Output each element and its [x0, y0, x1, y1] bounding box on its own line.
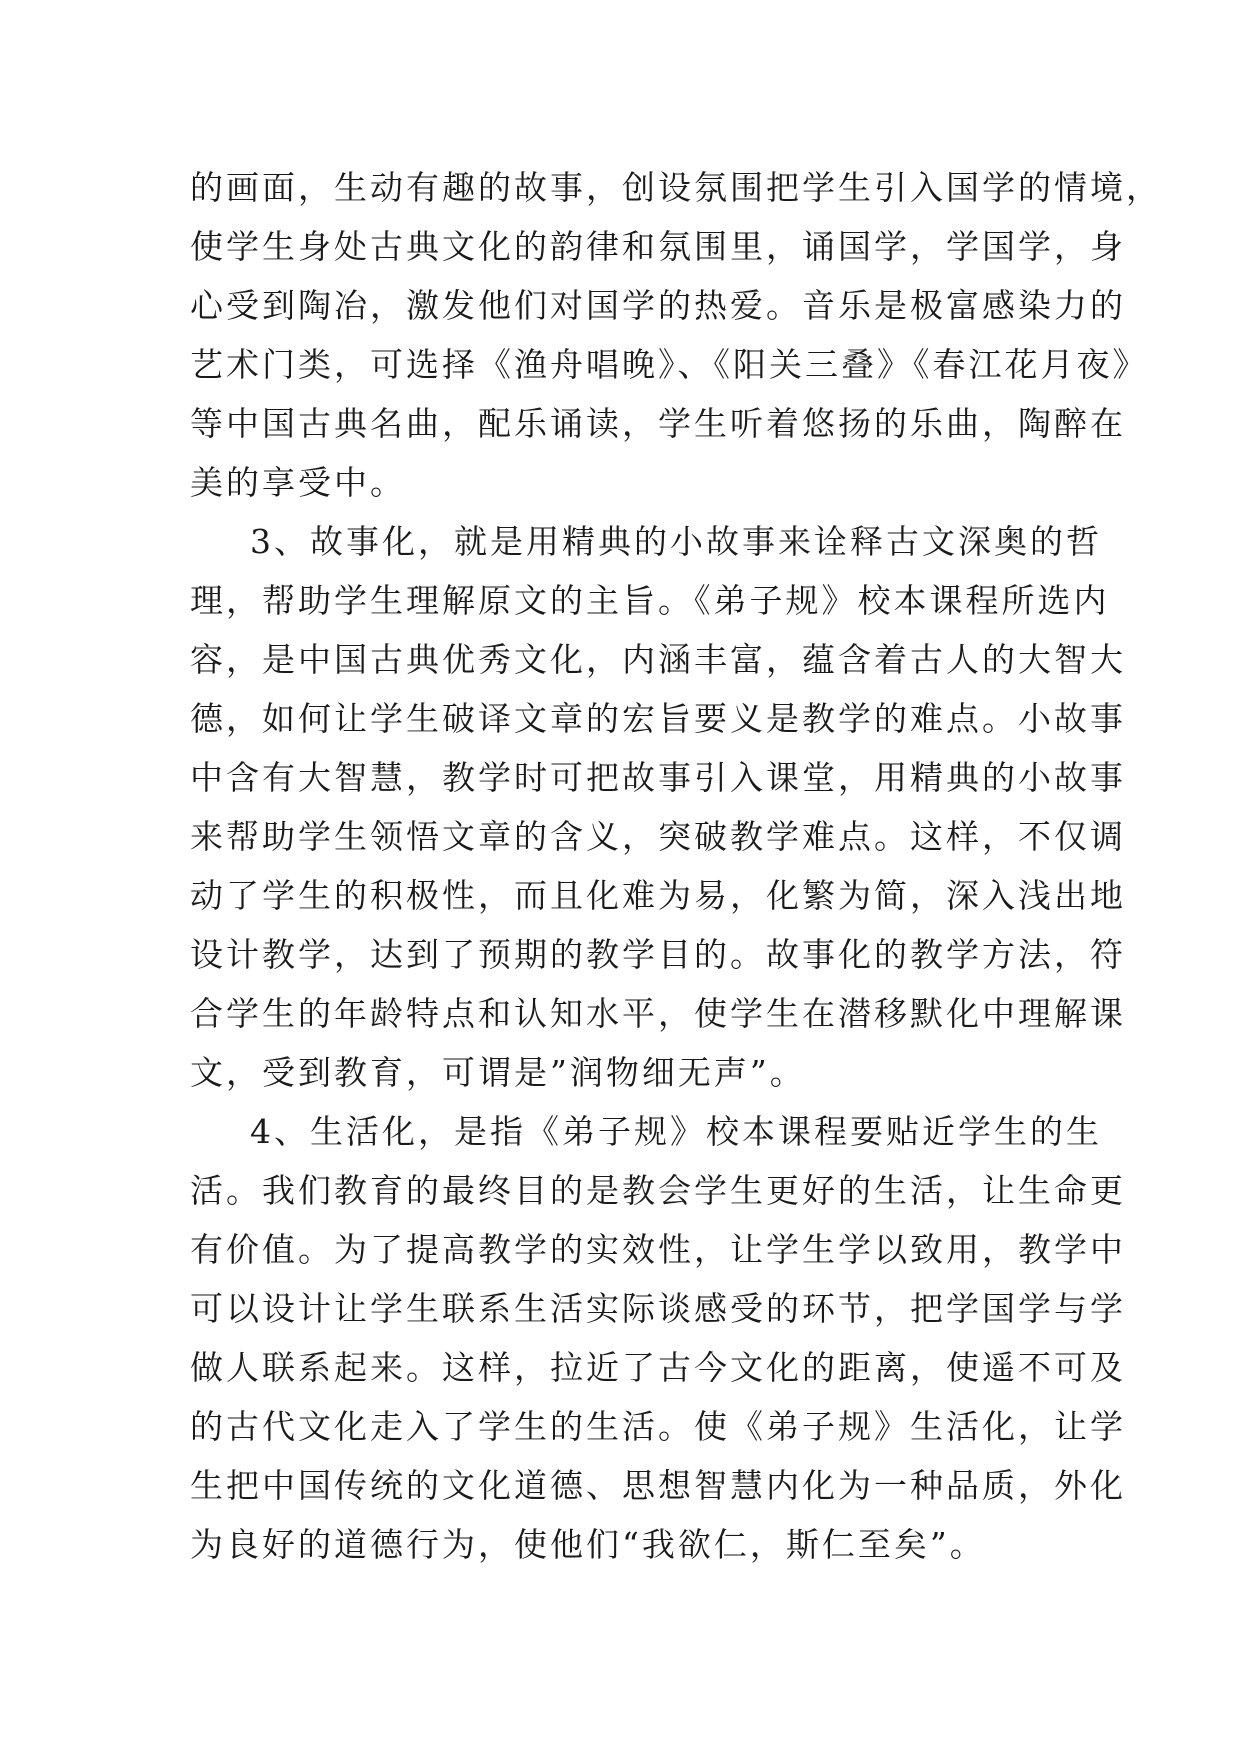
text-line: 中含有大智慧，教学时可把故事引入课堂，用精典的小故事: [190, 758, 1126, 797]
text-line-indented: 3、故事化，就是用精典的小故事来诠释古文深奥的哲: [250, 522, 1102, 561]
text-line: 生把中国传统的文化道德、思想智慧内化为一种品质，外化: [190, 1466, 1126, 1505]
body-text: [190, 158, 1162, 1574]
text-line: 的古代文化走入了学生的生活。使《弟子规》生活化，让学: [190, 1407, 1126, 1446]
text-line: 文，受到教育，可谓是”润物细无声”。: [190, 1053, 806, 1092]
text-line: 使学生身处古典文化的韵律和氛围里，诵国学，学国学，身: [190, 227, 1126, 266]
paragraph-1: [190, 158, 1162, 512]
text-line-indented: 4、生活化，是指《弟子规》校本课程要贴近学生的生: [250, 1112, 1102, 1151]
text-line: 设计教学，达到了预期的教学目的。故事化的教学方法，符: [190, 935, 1126, 974]
text-line: 等中国古典名曲，配乐诵读，学生听着悠扬的乐曲，陶醉在: [190, 404, 1126, 443]
paragraph-3: [190, 1102, 1126, 1574]
text-line: 艺术门类，可选择《渔舟唱晚》、《阳关三叠》《春江花月夜》: [190, 345, 1149, 384]
text-line: 容，是中国古典优秀文化，内涵丰富，蕴含着古人的大智大: [190, 640, 1126, 679]
text-line: 的画面，生动有趣的故事，创设氛围把学生引入国学的情境，: [190, 168, 1162, 207]
text-line: 活。我们教育的最终目的是教会学生更好的生活，让生命更: [190, 1171, 1126, 1210]
text-line: 有价值。为了提高教学的实效性，让学生学以致用，教学中: [190, 1230, 1126, 1269]
text-line: 来帮助学生领悟文章的含义，突破教学难点。这样，不仅调: [190, 817, 1126, 856]
text-line: 心受到陶冶，激发他们对国学的热爱。音乐是极富感染力的: [190, 286, 1126, 325]
text-line: 德，如何让学生破译文章的宏旨要义是教学的难点。小故事: [190, 699, 1126, 738]
text-line: 动了学生的积极性，而且化难为易，化繁为简，深入浅出地: [190, 876, 1126, 915]
text-line: 为良好的道德行为，使他们“我欲仁，斯仁至矣”。: [190, 1525, 986, 1564]
text-line: 理，帮助学生理解原文的主旨。《弟子规》校本课程所选内: [190, 581, 1110, 620]
text-line: 可以设计让学生联系生活实际谈感受的环节，把学国学与学: [190, 1289, 1126, 1328]
paragraph-2: [190, 512, 1126, 1102]
text-line: 做人联系起来。这样，拉近了古今文化的距离，使遥不可及: [190, 1348, 1126, 1387]
text-line: 合学生的年龄特点和认知水平，使学生在潜移默化中理解课: [190, 994, 1126, 1033]
text-line: 美的享受中。: [190, 463, 406, 502]
